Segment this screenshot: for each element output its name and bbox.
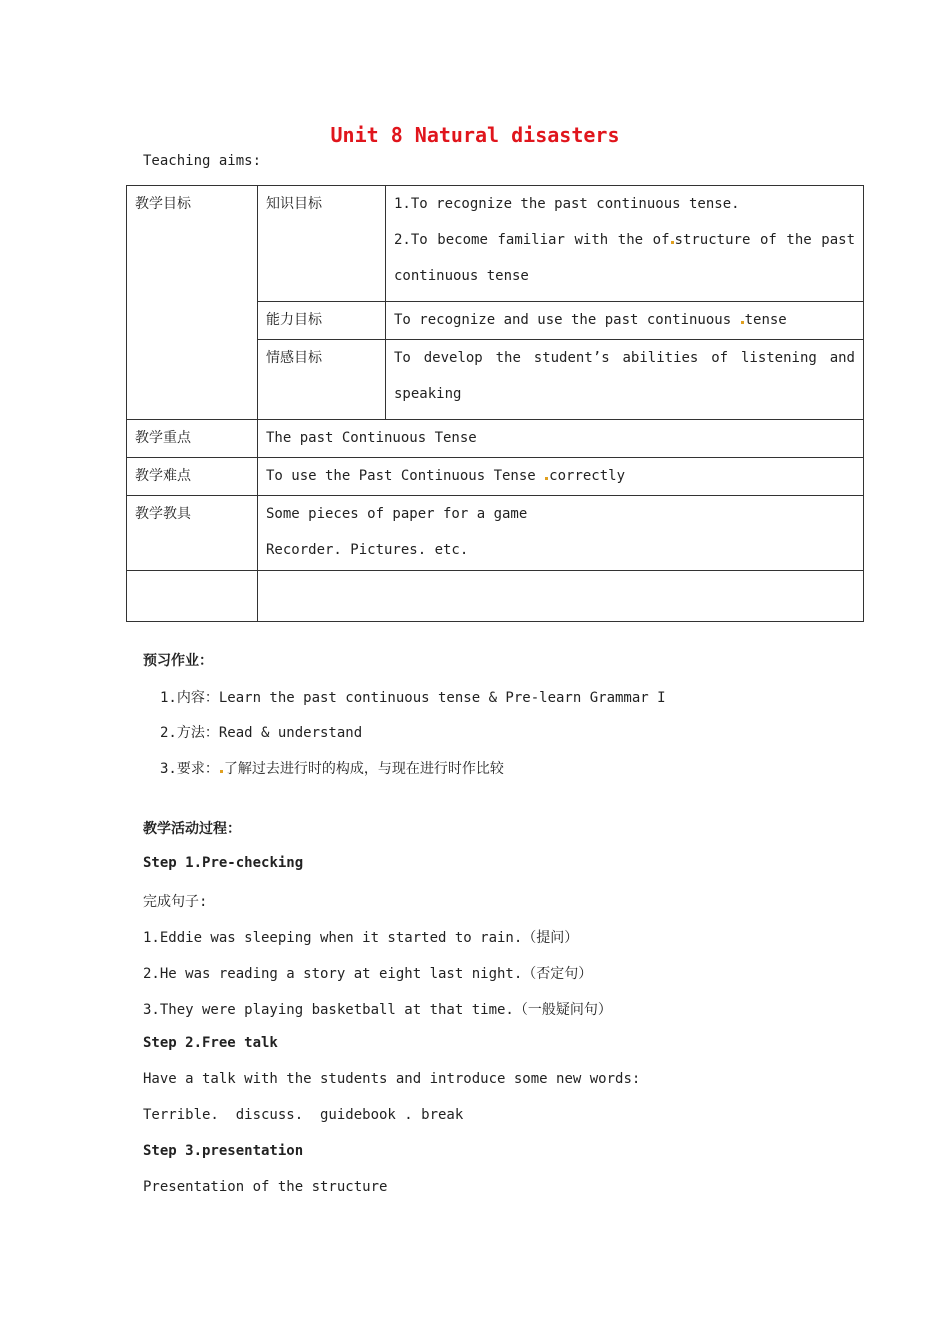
sentence-3: 3.They were playing basketball at that time.（一般疑问句）: [143, 1002, 612, 1018]
difficulty-cell: [258, 458, 864, 496]
new-words: Terrible. discuss. guidebook . break: [143, 1107, 464, 1123]
teaching-aims-label: Teaching aims:: [143, 153, 262, 169]
mark-dot-icon: [671, 241, 674, 244]
difficulty-text: [266, 458, 855, 494]
step-2-heading: Step 2.Free talk: [143, 1035, 278, 1051]
empty-label-cell: [127, 571, 258, 622]
aids-label-cell: [127, 496, 258, 571]
preview-item-3: [160, 758, 504, 778]
free-talk-part-a: Have a talk with the students a: [143, 1071, 405, 1087]
emotion-label: 情感目标: [266, 350, 322, 366]
preview-item-3-part-b: 了解过去进行时的构成，与现在进行时作比较: [223, 761, 504, 777]
knowledge-label: 知识目标: [266, 196, 322, 212]
aids-text-2: Recorder. Pictures. etc.: [266, 542, 469, 558]
aids-text-1: Some pieces of paper for a game: [266, 506, 528, 522]
ability-text: [394, 302, 855, 338]
knowledge-3: continuous tense: [394, 268, 529, 284]
focus-label-cell: [127, 420, 258, 458]
mark-dot-icon: [741, 321, 744, 324]
ability-label-cell: [258, 302, 386, 340]
step-3-heading: Step 3.presentation: [143, 1143, 304, 1159]
difficulty-text-part-a: To use the Past Continuous Tense: [266, 468, 536, 484]
step-1-heading: [143, 855, 303, 871]
knowledge-2: [394, 222, 855, 258]
ability-text-part-b: tense: [744, 312, 787, 328]
preview-item-1: 1.内容：Learn the past continuous tense & Pre-learn Grammar I: [160, 690, 666, 706]
page-title: Unit 8 Natural disasters: [330, 123, 620, 147]
focus-text: The past Continuous Tense: [266, 430, 477, 446]
knowledge-label-cell: [258, 186, 386, 302]
free-talk-text: [143, 1071, 640, 1087]
focus-label: 教学重点: [135, 430, 191, 446]
focus-cell: [258, 420, 864, 458]
sentence-1: 1.Eddie was sleeping when it started to rain.（提问）: [143, 930, 579, 946]
goals-label: 教学目标: [135, 196, 191, 212]
preview-item-3-part-a: 3.要求：: [160, 761, 219, 777]
ability-label: 能力目标: [266, 312, 322, 328]
difficulty-label: 教学难点: [135, 468, 191, 484]
empty-content-cell: [258, 571, 864, 622]
preview-heading: 预习作业：: [143, 653, 213, 669]
aids-label: 教学教具: [135, 506, 191, 522]
preview-item-2: 2.方法：Read & understand: [160, 725, 363, 741]
teaching-plan-table: [126, 185, 864, 622]
emotion-label-cell: [258, 340, 386, 420]
knowledge-2-part-b: structure of the past: [674, 232, 855, 248]
difficulty-label-cell: [127, 458, 258, 496]
emotion-text-2: speaking: [394, 386, 462, 402]
step-1-part-a: Step 1.: [143, 855, 203, 871]
presentation-text: Presentation of the structure: [143, 1179, 388, 1195]
process-heading: 教学活动过程：: [143, 821, 241, 837]
complete-sentences-label: 完成句子:: [143, 894, 208, 910]
mark-dot-icon: [220, 770, 223, 773]
difficulty-text-part-b: correctly: [549, 468, 626, 484]
aids-cell: [258, 496, 864, 571]
knowledge-2-part-a: 2.To become familiar with the of: [394, 232, 670, 248]
emotion-cell: [386, 340, 864, 420]
ability-text-part-a: To recognize and use the past continuous: [394, 312, 732, 328]
goals-label-cell: [127, 186, 258, 420]
emotion-text-1: To develop the student’s abilities of listening and: [394, 350, 855, 366]
ability-cell: [386, 302, 864, 340]
step-1-part-b: Pre-checking: [202, 855, 304, 871]
knowledge-1: 1.To recognize the past continuous tense.: [394, 196, 740, 212]
mark-dot-icon: [545, 477, 548, 480]
sentence-2: 2.He was reading a story at eight last night.（否定句）: [143, 966, 593, 982]
knowledge-cell: [386, 186, 864, 302]
free-talk-part-b: nd introduce some new words:: [404, 1071, 641, 1087]
